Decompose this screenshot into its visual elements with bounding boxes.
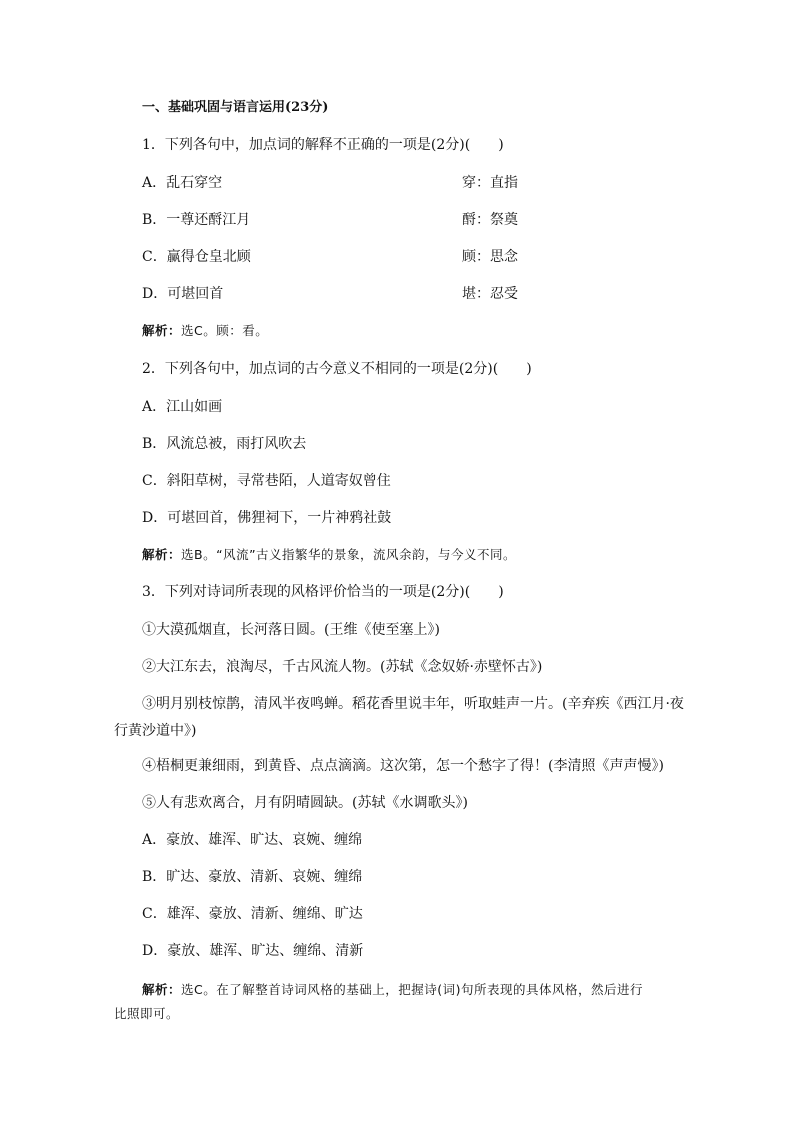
- q2-option-a: A．江山如画: [142, 399, 223, 415]
- q3-analysis-text: 选C。在了解整首诗词风格的基础上，把握诗(词)句所表现的具体风格，然后进行: [181, 982, 643, 997]
- q3-option-c: C．雄浑、豪放、清新、缠绵、旷达: [142, 906, 363, 922]
- q1-option-b-explain: 酹：祭奠: [462, 212, 518, 228]
- q2-analysis-text: 选B。“风流”古义指繁华的景象，流风余韵，与今义不同。: [181, 547, 517, 562]
- q3-poem-3-cont: 行黄沙道中》): [114, 723, 197, 739]
- q3-option-d: D．豪放、雄浑、旷达、缠绵、清新: [142, 943, 364, 959]
- q2-option-b: B．风流总被，雨打风吹去: [142, 436, 307, 452]
- q2-option-c: C．斜阳草树，寻常巷陌，人道寄奴曾住: [142, 473, 391, 489]
- q1-option-d-explain: 堪：忍受: [462, 286, 518, 302]
- q1-option-c: C．赢得仓皇北顾: [142, 249, 251, 265]
- q2-analysis: [142, 545, 516, 565]
- q1-analysis-text: 选C。顾：看。: [181, 323, 269, 338]
- q2-stem: 2．下列各句中，加点词的古今意义不相同的一项是(2分)( ): [142, 361, 532, 377]
- q1-option-c-explain: 顾：思念: [462, 249, 518, 265]
- q3-poem-1: ①大漠孤烟直，长河落日圆。(王维《使至塞上》): [142, 622, 440, 638]
- q3-poem-3: ③明月别枝惊鹊，清风半夜鸣蝉。稻花香里说丰年，听取蛙声一片。(辛弃疾《西江月·夜: [142, 696, 684, 712]
- q3-poem-2: ②大江东去，浪淘尽，千古风流人物。(苏轼《念奴娇·赤壁怀古》): [142, 659, 543, 675]
- q3-option-a: A．豪放、雄浑、旷达、哀婉、缠绵: [142, 832, 363, 848]
- q3-poem-4: ④梧桐更兼细雨，到黄昏、点点滴滴。这次第，怎一个愁字了得！(李清照《声声慢》): [142, 758, 664, 774]
- q1-stem: 1．下列各句中，加点词的解释不正确的一项是(2分)( ): [142, 137, 504, 153]
- q3-poem-5: ⑤人有悲欢离合，月有阴晴圆缺。(苏轼《水调歌头》): [142, 795, 468, 811]
- q3-analysis-cont: [114, 1004, 179, 1024]
- q1-option-b: B．一尊还酹江月: [142, 212, 251, 228]
- q1-option-a-explain: 穿：直指: [462, 175, 518, 191]
- q3-analysis: [142, 980, 643, 1000]
- q1-analysis: [142, 321, 268, 341]
- q2-option-d: D．可堪回首，佛狸祠下，一片神鸦社鼓: [142, 510, 392, 526]
- section-title: 一、基础巩固与语言运用(23分): [142, 100, 329, 115]
- q3-analysis-text-cont: 比照即可。: [114, 1006, 180, 1021]
- q1-analysis-label: 解析：: [142, 323, 182, 338]
- q1-option-d: D．可堪回首: [142, 286, 224, 302]
- q2-analysis-label: 解析：: [142, 547, 182, 562]
- q3-stem: 3．下列对诗词所表现的风格评价恰当的一项是(2分)( ): [142, 584, 504, 600]
- q3-analysis-label: 解析：: [142, 982, 182, 997]
- q3-option-b: B．旷达、豪放、清新、哀婉、缠绵: [142, 869, 363, 885]
- q1-option-a: A．乱石穿空: [142, 175, 223, 191]
